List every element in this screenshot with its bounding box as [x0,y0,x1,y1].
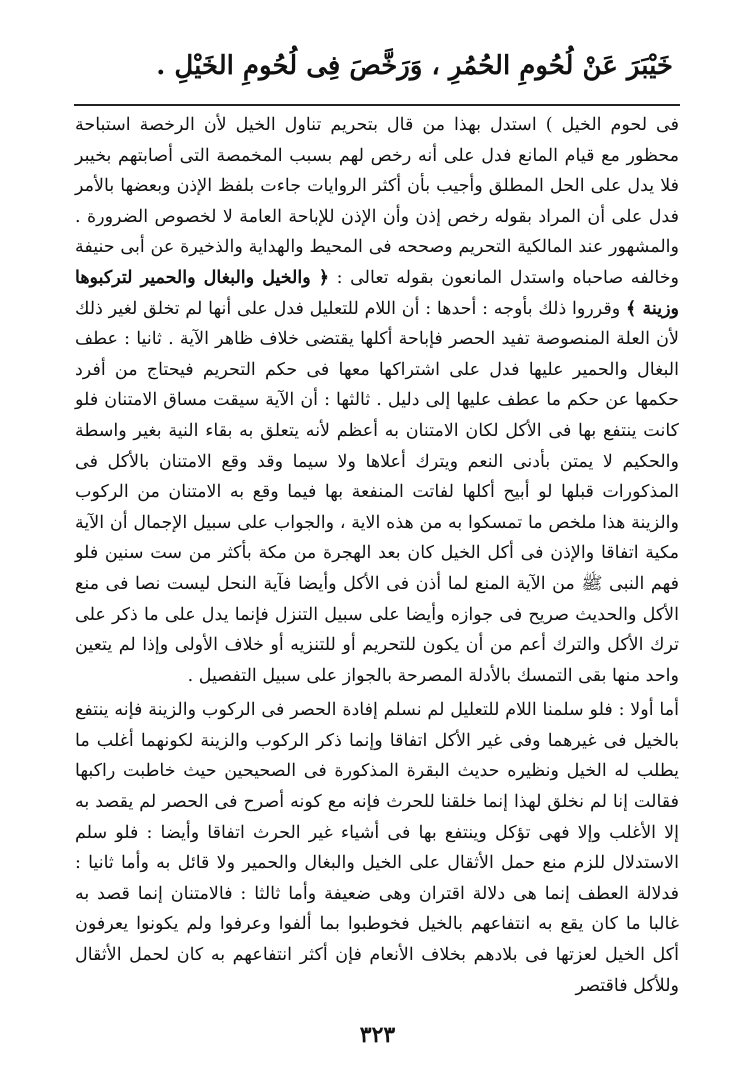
commentary-body [75,110,679,1001]
header-rule [74,104,680,106]
commentary-paragraph-1 [75,110,679,691]
quran-verse: ﴿ والخيل والبغال والحمير لتركبوها وزينة ﴾ [75,267,679,319]
page-number: ٣٢٣ [359,1022,396,1048]
commentary-paragraph-2: أما أولا : فلو سلمنا اللام للتعليل لم نسلم إفادة الحصر فى الركوب والزينة فإنه ينتفع بالخيل فى غيرهما وفى غير الأكل اتفاقا وإنما ذكر الركوب والزينة لكونهما أغلب ما يطلب له الخيل ونظيره حديث البقرة المذكورة فى الصحيحين حيث خاطبت راكبها فقالت إنا لم نخلق لهذا إنما خلقنا للحرث فإنه مع كونه أصرح فى الحصر لم يقصد به إلا الأغلب وإلا فهى تؤكل وينتفع بها فى أشياء غير الحرث اتفاقا وأيضا : فلو سلم الاستدلال للزم منع حمل الأثقال على الخيل والبغال والحمير ولا قائل به وأما ثانيا : فدلالة العطف إنما هى دلالة اقتران وهى ضعيفة وأما ثالثا : فالامتنان إنما قصد به غالبا ما كان يقع به انتفاعهم بالخيل فخوطبوا بما ألفوا وعرفوا ولم يكونوا يعرفون أكل الخيل لعزتها فى بلادهم بخلاف الأنعام فإن أكثر انتفاعهم به كان لحمل الأثقال وللأكل فاقتصر [75,700,679,996]
header-text: خَيْبَرَ عَنْ لُحُومِ الحُمُرِ ، وَرَخَّصَ فِى لُحُومِ الخَيْلِ . [156,51,673,81]
paragraph-1-text-b: وقرروا ذلك بأوجه : أحدها : أن اللام للتعليل فدل على أنها لم تخلق لغير ذلك لأن العلة المنصوصة تفيد الحصر فإباحة أكلها يقتضى خلاف ظاهر الآية . ثانيا : عطف البغال والحمير عليها فدل على اشتراكها معها فى حكم التحريم فيحتاج من أفرد حكمها عن حكم ما عطف عليها إلى دليل . ثالثها : أن الآية سيقت مساق الامتنان فلو كانت ينتفع بها فى الأكل لكان الامتنان به أعظم لأنه يتعلق به بقاء النية بغير واسطة والحكيم لا يمتن بأدنى النعم ويترك أعلاها ولا سيما وقد وقع الامتنان بالأكل فى المذكورات قبلها لو أبيح أكلها لفاتت المنفعة بها فيما وقع به الامتنان من الركوب والزينة هذا ملخص ما تمسكوا به من هذه الاية ، والجواب على سبيل الإجمال أن الآية مكية اتفاقا والإذن فى أكل الخيل كان بعد الهجرة من مكة بأكثر من ست سنين فلو فهم النبى ﷺ من الآية المنع لما أذن فى الأكل وأيضا فآية النحل ليست نصا فى منع الأكل والحديث صريح فى جوازه وأيضا على سبيل التنزل فإنما يدل على ما ذكر على ترك الأكل والترك أعم من أن يكون للتحريم أو للتنزيه أو خلاف الأولى وإذا لم يتعين واحد منها بقى التمسك بالأدلة المصرحة بالجواز على سبيل التفصيل . [75,298,679,686]
paragraph-1-text-a: فى لحوم الخيل ) استدل بهذا من قال بتحريم تناول الخيل لأن الرخصة استباحة محظور مع قيام المانع فدل على أنه رخص لهم بسبب المخمصة التى أصابتهم بخيبر فلا يدل على الحل المطلق وأجيب بأن أكثر الروايات جاءت بلفظ الإذن وبعضها بالأمر فدل على أن المراد بقوله رخص إذن وأن الإذن للإباحة العامة لا لخصوص الضرورة . والمشهور عند المالكية التحريم وصححه فى المحيط والهداية والذخيرة عن أبى حنيفة وخالفه صاحباه واستدل المانعون بقوله تعالى : [75,115,679,288]
